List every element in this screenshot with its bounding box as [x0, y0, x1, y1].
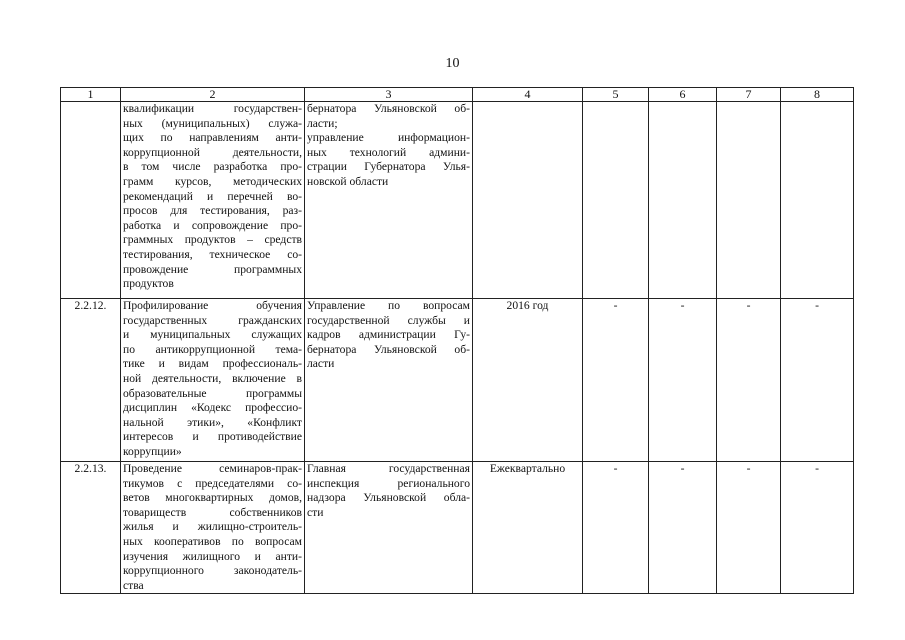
funding-cell-c7: [717, 102, 781, 299]
measure-text-line: граммных продуктов – средств: [123, 233, 302, 247]
measure-text-line: интересов и противодействие: [123, 430, 302, 444]
column-header: 2: [121, 88, 305, 102]
measure-text-line: жилья и жилищно-строитель-: [123, 520, 302, 534]
page-number: 10: [445, 56, 460, 71]
term-cell: 2016 год: [473, 299, 583, 462]
funding-cell-c6: -: [649, 462, 717, 594]
executor-cell: [305, 462, 473, 594]
measure-text-line: нальной этики», «Конфликт: [123, 415, 302, 429]
funding-cell-c7: -: [717, 462, 781, 594]
column-header: 7: [717, 88, 781, 102]
funding-cell-c8: -: [781, 299, 854, 462]
measure-text-line: ветов многоквартирных домов,: [123, 491, 302, 505]
executor-text-line: новской области: [307, 174, 389, 188]
executor-text-line: надзора Ульяновской обла-: [307, 491, 470, 505]
measure-text-line: образовательные программы: [123, 386, 302, 400]
table-row: [61, 462, 854, 594]
column-number-row: [61, 88, 854, 102]
measure-text-line: товариществ собственников: [123, 505, 302, 519]
table-row: [61, 299, 854, 462]
measure-text-line: коррупционной деятельности,: [123, 145, 302, 159]
measure-text-line: в том числе разработка про-: [123, 160, 302, 174]
row-number-cell: 2.2.13.: [61, 462, 121, 594]
measure-text-line: работка и сопровождение про-: [123, 218, 302, 232]
measure-text-line: тестирования, техническое со-: [123, 247, 302, 261]
funding-cell-c5: -: [583, 462, 649, 594]
executor-cell: [305, 102, 473, 299]
funding-cell-c6: [649, 102, 717, 299]
measure-cell: [121, 462, 305, 594]
measure-text-line: коррупции»: [123, 444, 182, 458]
measure-text-line: тикумов с председателями со-: [123, 476, 302, 490]
column-header: 6: [649, 88, 717, 102]
measure-text-line: Проведение семинаров-прак-: [123, 462, 302, 475]
funding-cell-c5: -: [583, 299, 649, 462]
measure-text-line: ных кооперативов по вопросам: [123, 534, 302, 548]
column-header: 3: [305, 88, 473, 102]
executor-text-line: бернатора Ульяновской об-: [307, 342, 470, 356]
executor-text-line: ных технологий админи-: [307, 145, 470, 159]
plan-table: [60, 87, 854, 594]
funding-cell-c8: -: [781, 462, 854, 594]
term-cell: [473, 102, 583, 299]
measure-text-line: ства: [123, 578, 144, 592]
measure-text-line: Профилирование обучения: [123, 299, 302, 312]
column-header: 8: [781, 88, 854, 102]
term-cell: Ежеквартально: [473, 462, 583, 594]
table-row: [61, 102, 854, 299]
measure-text-line: квалификации государствен-: [123, 102, 302, 115]
measure-text-line: коррупционного законодатель-: [123, 564, 302, 578]
executor-text-line: Главная государственная: [307, 462, 470, 475]
measure-text-line: грамм курсов, методических: [123, 174, 302, 188]
executor-text-line: ласти;: [307, 116, 338, 130]
column-header: 4: [473, 88, 583, 102]
executor-text-line: бернатора Ульяновской об-: [307, 102, 470, 115]
executor-cell: [305, 299, 473, 462]
measure-text-line: щих по направлениям анти-: [123, 131, 302, 145]
measure-text-line: по антикоррупционной тема-: [123, 342, 302, 356]
measure-text-line: просов для тестирования, раз-: [123, 204, 302, 218]
measure-text-line: тике и видам профессиональ-: [123, 357, 302, 371]
executor-text-line: управление информацион-: [307, 131, 470, 145]
measure-text-line: рекомендаций и перечней во-: [123, 189, 302, 203]
funding-cell-c6: -: [649, 299, 717, 462]
executor-text-line: кадров администрации Гу-: [307, 328, 470, 342]
column-header: 5: [583, 88, 649, 102]
executor-text-line: страции Губернатора Улья-: [307, 160, 470, 174]
column-header: 1: [61, 88, 121, 102]
measure-cell: [121, 299, 305, 462]
measure-text-line: изучения жилищного и анти-: [123, 549, 302, 563]
measure-text-line: продуктов: [123, 277, 174, 291]
executor-text-line: государственной службы и: [307, 313, 470, 327]
executor-text-line: Управление по вопросам: [307, 299, 470, 312]
executor-text-line: инспекция регионального: [307, 476, 470, 490]
executor-text-line: ласти: [307, 357, 335, 371]
funding-cell-c8: [781, 102, 854, 299]
measure-text-line: и муниципальных служащих: [123, 328, 302, 342]
funding-cell-c7: -: [717, 299, 781, 462]
measure-cell: [121, 102, 305, 299]
measure-text-line: государственных гражданских: [123, 313, 302, 327]
measure-text-line: провождение программных: [123, 262, 302, 276]
measure-text-line: ных (муниципальных) служа-: [123, 116, 302, 130]
measure-text-line: дисциплин «Кодекс профессио-: [123, 401, 302, 415]
row-number-cell: 2.2.12.: [61, 299, 121, 462]
executor-text-line: сти: [307, 505, 324, 519]
row-number-cell: [61, 102, 121, 299]
measure-text-line: ной деятельности, включение в: [123, 371, 302, 385]
funding-cell-c5: [583, 102, 649, 299]
